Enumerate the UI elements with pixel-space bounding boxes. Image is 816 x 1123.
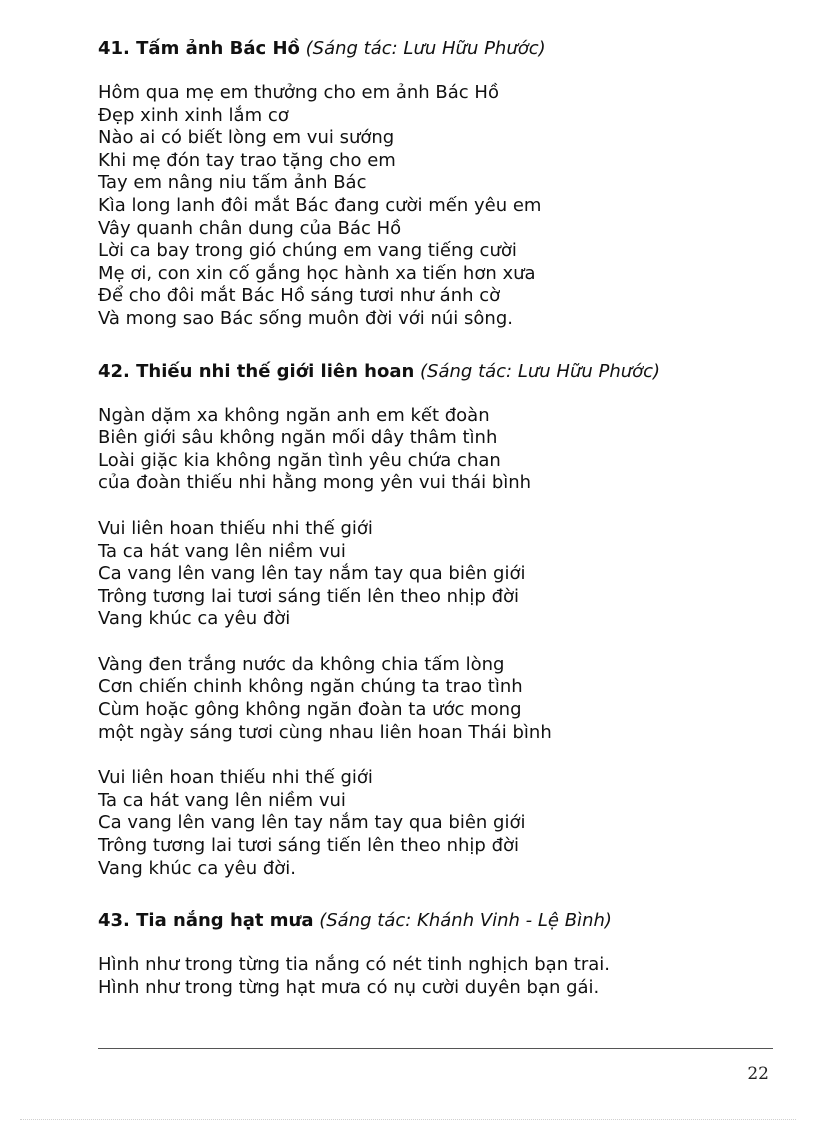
lyric-line: Trông tương lai tươi sáng tiến lên theo nhịp đời <box>98 835 520 857</box>
lyric-line: của đoàn thiếu nhi hằng mong yên vui thái bình <box>98 472 532 494</box>
song-list <box>98 36 778 999</box>
song-credit: (Sáng tác: Lưu Hữu Phước) <box>420 360 661 382</box>
page-number: 22 <box>747 1064 769 1084</box>
lyric-line: Hình như trong từng hạt mưa có nụ cười duyên bạn gái. <box>98 976 600 998</box>
lyric-line: Loài giặc kia không ngăn tình yêu chứa chan <box>98 449 501 471</box>
lyric-line: Để cho đôi mắt Bác Hồ sáng tươi như ánh cờ <box>98 285 501 307</box>
lyric-stanza <box>98 654 778 744</box>
lyric-line: Vàng đen trắng nước da không chia tấm lòng <box>98 653 505 675</box>
lyric-line: Ta ca hát vang lên niềm vui <box>98 540 346 562</box>
lyric-line: Đẹp xinh xinh lắm cơ <box>98 104 289 126</box>
lyric-stanza <box>98 405 778 495</box>
page-content <box>98 36 778 999</box>
lyric-line: Ca vang lên vang lên tay nắm tay qua biên giới <box>98 812 526 834</box>
lyric-stanza <box>98 767 778 880</box>
lyric-stanza <box>98 518 778 631</box>
lyric-line: Ca vang lên vang lên tay nắm tay qua biên giới <box>98 563 526 585</box>
lyric-line: Nào ai có biết lòng em vui sướng <box>98 127 395 149</box>
lyric-line: Vui liên hoan thiếu nhi thế giới <box>98 517 373 539</box>
lyric-line: Và mong sao Bác sống muôn đời với núi sông. <box>98 307 513 329</box>
lyric-line: Tay em nâng niu tấm ảnh Bác <box>98 172 367 194</box>
song-credit: (Sáng tác: Lưu Hữu Phước) <box>305 38 546 59</box>
song-section <box>98 36 778 331</box>
lyric-line: Vui liên hoan thiếu nhi thế giới <box>98 767 373 789</box>
lyric-line: Ngàn dặm xa không ngăn anh em kết đoàn <box>98 404 490 426</box>
song-section <box>98 359 778 881</box>
lyric-line: Hôm qua mẹ em thưởng cho em ảnh Bác Hồ <box>98 82 499 103</box>
song-title: 41. Tấm ảnh Bác Hồ <box>98 38 300 59</box>
lyric-stanza <box>98 954 778 999</box>
lyric-line: Kìa long lanh đôi mắt Bác đang cười mến yêu em <box>98 194 542 216</box>
lyric-line: Ta ca hát vang lên niềm vui <box>98 789 346 811</box>
page-edge <box>20 1119 796 1120</box>
lyric-line: Trông tương lai tươi sáng tiến lên theo nhịp đời <box>98 585 520 607</box>
footer-divider <box>98 1048 773 1049</box>
lyric-line: Vây quanh chân dung của Bác Hồ <box>98 217 402 239</box>
song-heading <box>98 359 778 385</box>
lyric-line: Biên giới sâu không ngăn mối dây thâm tình <box>98 427 498 449</box>
lyric-line: Mẹ ơi, con xin cố gắng học hành xa tiến hơn xưa <box>98 262 536 284</box>
lyric-line: Lời ca bay trong gió chúng em vang tiếng cười <box>98 240 517 262</box>
song-heading <box>98 36 778 62</box>
lyric-line: Vang khúc ca yêu đời. <box>98 857 297 879</box>
lyric-line: Hình như trong từng tia nắng có nét tinh nghịch bạn trai. <box>98 954 611 976</box>
song-title: 42. Thiếu nhi thế giới liên hoan <box>98 360 415 382</box>
song-title: 43. Tia nắng hạt mưa <box>98 910 314 932</box>
lyric-line: Cơn chiến chinh không ngăn chúng ta trao tình <box>98 676 523 698</box>
lyric-line: Khi mẹ đón tay trao tặng cho em <box>98 149 396 171</box>
song-heading <box>98 908 778 934</box>
lyric-line: Cùm hoặc gông không ngăn đoàn ta ước mong <box>98 699 522 721</box>
lyric-line: Vang khúc ca yêu đời <box>98 608 291 630</box>
song-section <box>98 908 778 999</box>
song-credit: (Sáng tác: Khánh Vinh - Lệ Bình) <box>319 910 612 932</box>
lyric-line: một ngày sáng tươi cùng nhau liên hoan Thái bình <box>98 721 552 743</box>
lyric-stanza <box>98 82 778 331</box>
